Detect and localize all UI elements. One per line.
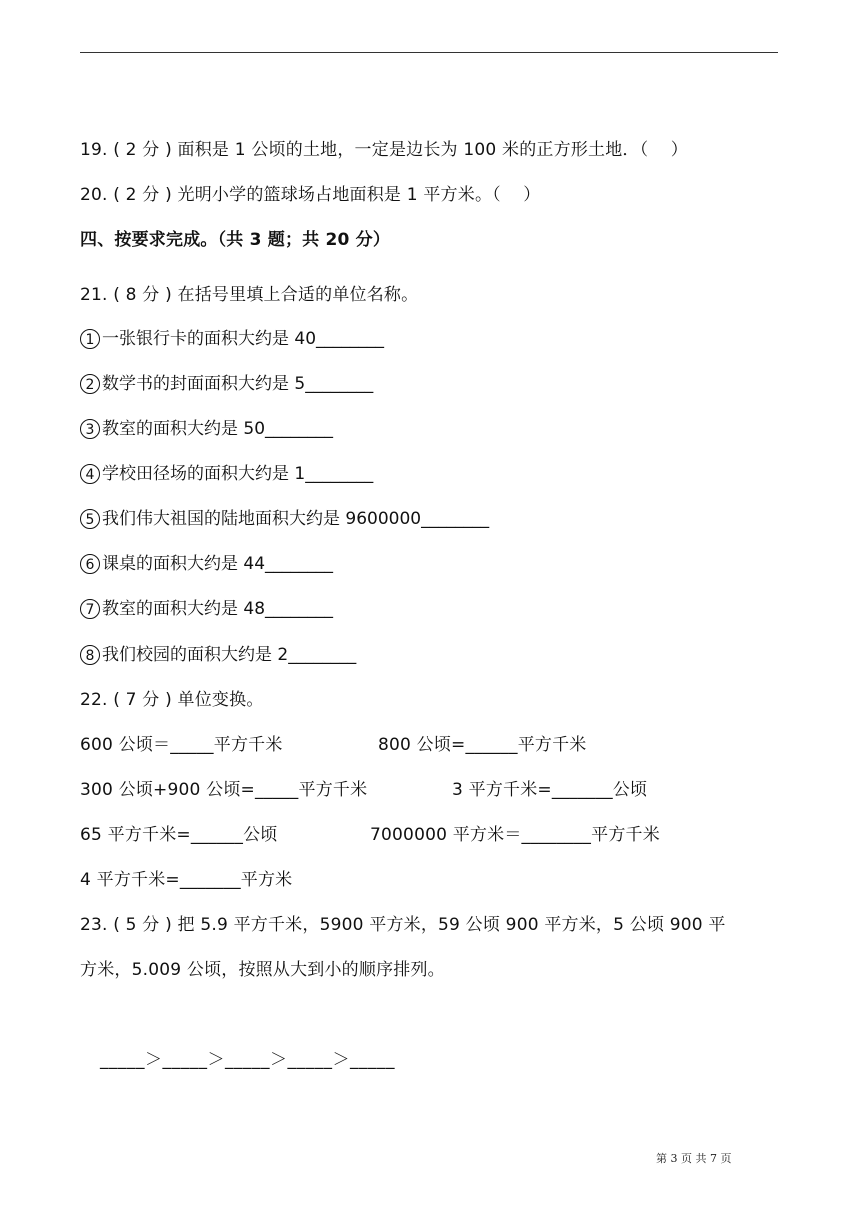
q21-item-2 (80, 372, 373, 396)
q21-item-text: 教室的面积大约是 48________ (102, 599, 334, 619)
circled-number: 5 (80, 509, 100, 529)
q21-item-4 (80, 462, 373, 486)
q21-item-text: 我们校园的面积大约是 2________ (102, 645, 357, 665)
question-19: 19. ( 2 分 ) 面积是 1 公顷的土地，一定是边长为 100 米的正方形土地．（ ） (80, 140, 688, 160)
conversion-7: 4 平方千米=_______平方米 (80, 870, 293, 890)
header-rule (80, 52, 778, 53)
question-20: 20. ( 2 分 ) 光明小学的篮球场占地面积是 1 平方米。（ ） (80, 185, 541, 205)
q21-item-text: 学校田径场的面积大约是 1________ (102, 464, 374, 484)
q21-item-8 (80, 643, 356, 667)
q21-item-5 (80, 507, 489, 531)
circled-number: 8 (80, 645, 100, 665)
circled-number: 1 (80, 329, 100, 349)
q21-item-3 (80, 417, 333, 441)
circled-number: 7 (80, 599, 100, 619)
q21-item-6 (80, 552, 333, 576)
conversion-3: 300 公顷+900 公顷=_____平方千米 (80, 780, 368, 800)
circled-number: 3 (80, 419, 100, 439)
circled-number: 4 (80, 464, 100, 484)
ordering-answer-blanks: _____＞_____＞_____＞_____＞_____ (100, 1050, 395, 1070)
q21-item-text: 数学书的封面面积大约是 5________ (102, 374, 374, 394)
section-heading: 四、按要求完成。（共 3 题；共 20 分） (80, 230, 391, 250)
conversion-1: 600 公顷＝_____平方千米 (80, 735, 283, 755)
q21-item-text: 一张银行卡的面积大约是 40________ (102, 329, 385, 349)
question-23-line-2: 方米，5.009 公顷，按照从大到小的顺序排列。 (80, 960, 445, 980)
q21-item-1 (80, 327, 384, 351)
circled-number: 2 (80, 374, 100, 394)
conversion-5: 65 平方千米=______公顷 (80, 825, 278, 845)
q21-item-text: 教室的面积大约是 50________ (102, 419, 334, 439)
question-21-stem: 21. ( 8 分 ) 在括号里填上合适的单位名称。 (80, 285, 419, 305)
question-22-stem: 22. ( 7 分 ) 单位变换。 (80, 690, 264, 710)
conversion-6: 7000000 平方米＝________平方千米 (370, 825, 660, 845)
q21-item-7 (80, 597, 333, 621)
conversion-4: 3 平方千米=_______公顷 (452, 780, 648, 800)
q21-item-text: 我们伟大祖国的陆地面积大约是 9600000________ (102, 509, 490, 529)
circled-number: 6 (80, 554, 100, 574)
q21-item-text: 课桌的面积大约是 44________ (102, 554, 334, 574)
question-23-line-1: 23. ( 5 分 ) 把 5.9 平方千米，5900 平方米，59 公顷 900 平方米，5 公顷 900 平 (80, 915, 726, 935)
page-number: 第 3 页 共 7 页 (656, 1152, 732, 1165)
conversion-2: 800 公顷=______平方千米 (378, 735, 587, 755)
